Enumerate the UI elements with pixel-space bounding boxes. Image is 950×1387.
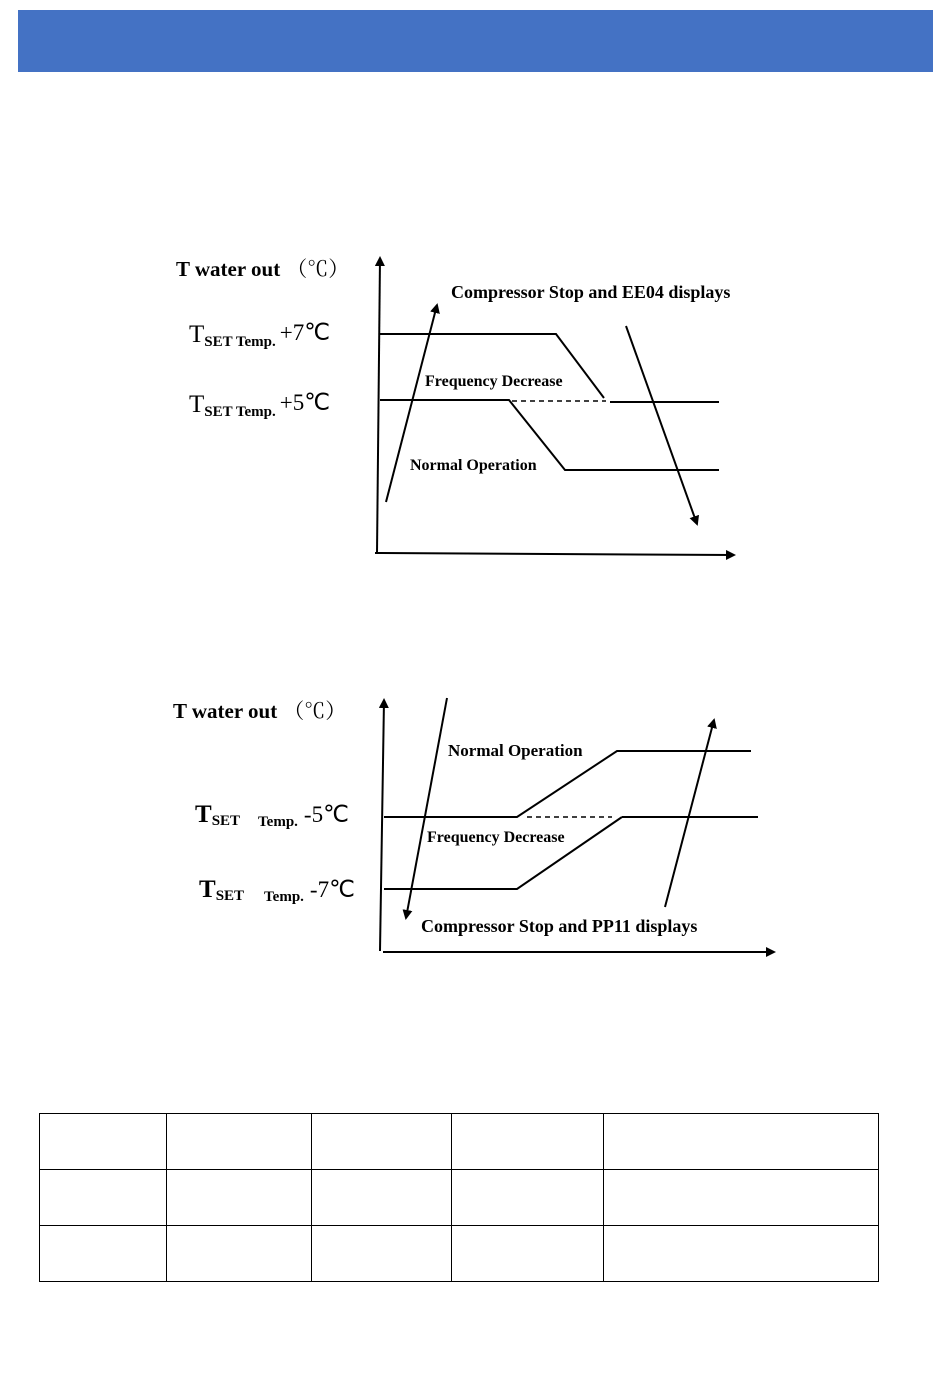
bottom-decrease-annotation: Frequency Decrease <box>427 829 565 846</box>
bottom-y-axis <box>380 700 384 951</box>
bottom-stop-annotation: Compressor Stop and PP11 displays <box>421 916 698 936</box>
empty-table <box>39 1113 879 1282</box>
table-cell <box>452 1226 604 1282</box>
top-normal-annotation: Normal Operation <box>410 457 537 474</box>
bottom-level-label-low: TSET Temp. -7℃ <box>199 876 355 905</box>
bottom-lower-threshold-line <box>384 817 622 889</box>
table-cell <box>40 1170 167 1226</box>
table-cell <box>604 1114 879 1170</box>
table-cell <box>40 1114 167 1170</box>
top-x-axis <box>375 553 734 555</box>
diagram-bottom <box>173 698 774 952</box>
table-cell <box>167 1114 312 1170</box>
top-decrease-annotation: Frequency Decrease <box>425 373 563 390</box>
top-axis-label: T water out （℃） <box>176 257 350 281</box>
top-stop-annotation: Compressor Stop and EE04 displays <box>451 282 731 302</box>
top-level-label-high: TSET Temp. +7℃ <box>189 320 331 350</box>
bottom-axis-label: T water out （℃） <box>173 699 347 723</box>
table-cell <box>312 1114 452 1170</box>
table-cell <box>452 1170 604 1226</box>
table-row <box>40 1114 879 1170</box>
table-cell <box>312 1226 452 1282</box>
table-cell <box>452 1114 604 1170</box>
diagram-top <box>176 257 734 555</box>
table-row <box>40 1226 879 1282</box>
bottom-rising-arrow <box>665 720 714 907</box>
top-y-axis <box>377 258 380 553</box>
bottom-level-label-high: TSET Temp. -5℃ <box>195 801 349 830</box>
bottom-upper-threshold-line <box>384 751 751 817</box>
bottom-normal-annotation: Normal Operation <box>448 741 583 760</box>
table-cell <box>312 1170 452 1226</box>
table-cell <box>40 1226 167 1282</box>
table-cell <box>167 1170 312 1226</box>
table-cell <box>604 1226 879 1282</box>
top-level-label-low: TSET Temp. +5℃ <box>189 390 331 420</box>
table-row <box>40 1170 879 1226</box>
table-cell <box>167 1226 312 1282</box>
table-cell <box>604 1170 879 1226</box>
top-falling-arrow <box>626 326 697 524</box>
bottom-falling-arrow <box>406 698 447 918</box>
